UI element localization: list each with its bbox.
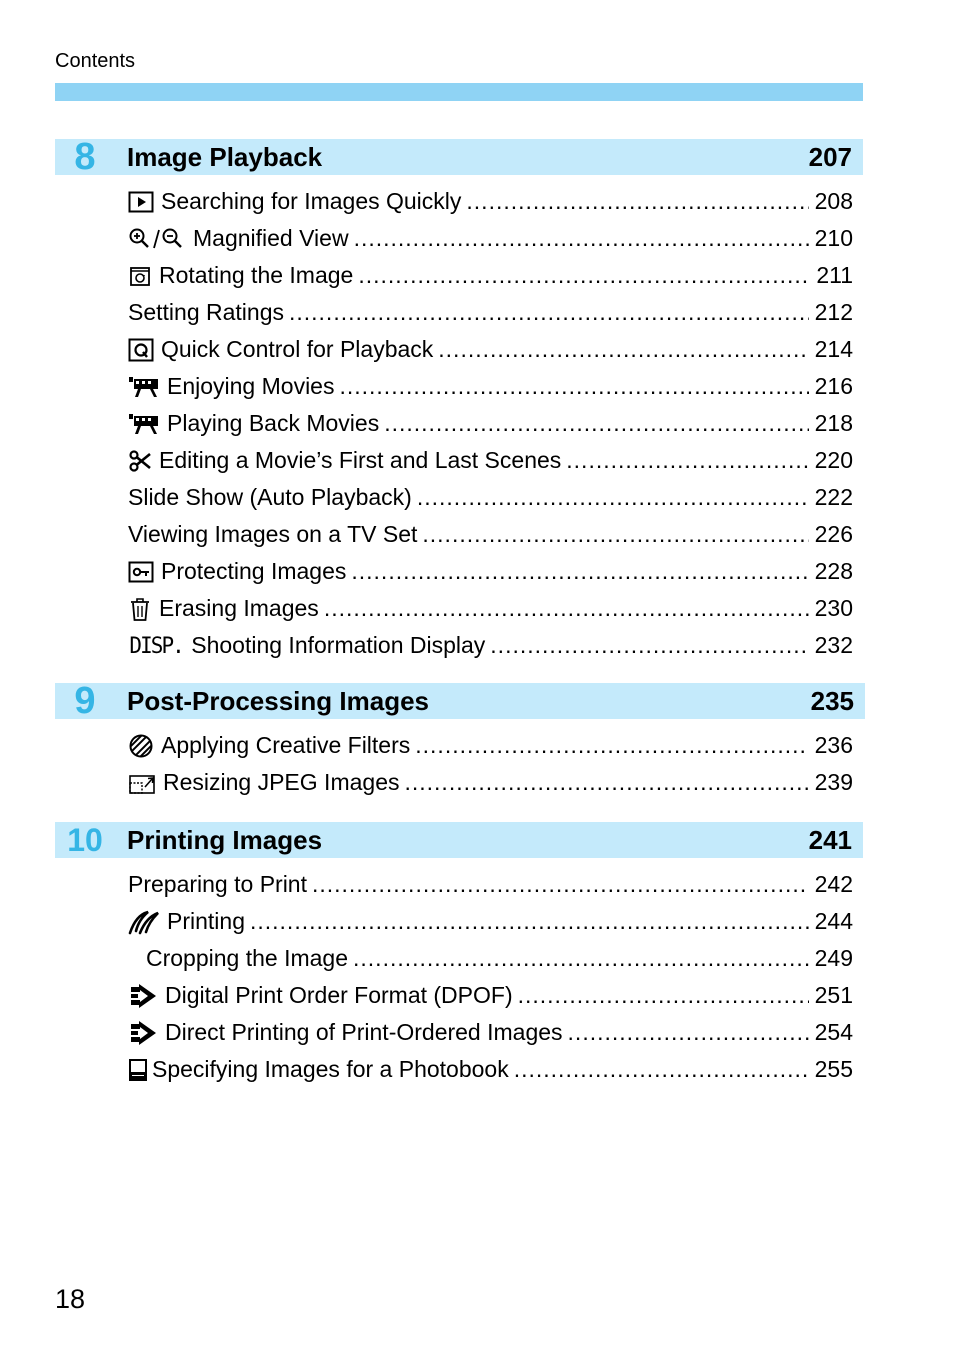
chapter-page: 235 [810, 686, 854, 716]
chapter-page: 207 [808, 142, 852, 172]
toc-list-chapter-8 [128, 178, 853, 659]
toc-entry[interactable] [128, 622, 853, 659]
toc-list-chapter-10 [128, 861, 853, 1083]
chapter-page: 241 [808, 825, 852, 855]
entry-page: 249 [814, 945, 853, 971]
entry-page: 226 [814, 521, 853, 547]
entry-title: Editing a Movie’s First and Last Scenes [159, 447, 562, 473]
toc-entry[interactable] [128, 400, 853, 437]
leader-dots [384, 410, 808, 437]
entry-title: Applying Creative Filters [161, 732, 411, 758]
leader-dots [312, 871, 809, 898]
entry-page: 255 [814, 1056, 853, 1082]
leader-dots [415, 732, 808, 759]
toc-entry[interactable] [128, 252, 853, 289]
page-number: 18 [55, 1284, 86, 1314]
chapter-title: Post-Processing Images [127, 686, 429, 716]
leader-dots [354, 225, 809, 252]
toc-entry[interactable] [128, 178, 853, 215]
leader-dots [490, 632, 808, 659]
leader-dots [289, 299, 809, 326]
entry-title: Enjoying Movies [167, 373, 335, 399]
entry-title: Cropping the Image [146, 945, 349, 971]
direct-print-icon [128, 909, 160, 935]
entry-page: 214 [814, 336, 853, 362]
entry-page: 232 [814, 632, 853, 658]
entry-title: Setting Ratings [128, 299, 284, 325]
leader-dots [422, 521, 808, 548]
trash-icon [128, 596, 152, 622]
chapter-number: 8 [74, 136, 96, 178]
entry-title: Quick Control for Playback [161, 336, 434, 362]
header-rule [55, 83, 863, 101]
entry-page: 222 [814, 484, 853, 510]
chapter-heading-10[interactable] [55, 822, 863, 858]
entry-title: Direct Printing of Print-Ordered Images [165, 1019, 563, 1045]
leader-dots [339, 373, 808, 400]
chapter-heading-9[interactable] [55, 680, 865, 722]
entry-title: Rotating the Image [159, 262, 354, 288]
print-order-icon [128, 983, 158, 1009]
toc-entry[interactable] [128, 861, 853, 898]
chapter-title: Printing Images [127, 825, 323, 855]
leader-dots [250, 908, 809, 935]
movie-icon [128, 374, 160, 400]
entry-page: 208 [814, 188, 853, 214]
entry-title: Specifying Images for a Photobook [152, 1056, 509, 1082]
entry-page: 239 [814, 769, 853, 795]
toc-entry[interactable] [128, 935, 853, 972]
leader-dots [417, 484, 809, 511]
leader-dots [568, 1019, 809, 1046]
leader-dots [358, 262, 810, 289]
entry-page: 210 [814, 225, 853, 251]
leader-dots [353, 945, 809, 972]
toc-entry[interactable] [128, 1009, 853, 1046]
entry-title: Digital Print Order Format (DPOF) [165, 982, 513, 1008]
entry-title: Magnified View [193, 225, 349, 251]
playback-icon [128, 189, 154, 215]
entry-title: Preparing to Print [128, 871, 307, 897]
entry-title: Viewing Images on a TV Set [128, 521, 418, 547]
toc-entry[interactable] [128, 363, 853, 400]
leader-dots [438, 336, 808, 363]
entry-page: 228 [814, 558, 853, 584]
chapter-number: 9 [74, 680, 96, 722]
chapter-heading-8[interactable] [55, 136, 863, 178]
protect-key-icon [128, 559, 154, 585]
creative-filter-icon [128, 733, 154, 759]
entry-page: 251 [814, 982, 853, 1008]
toc-entry[interactable] [128, 972, 853, 1009]
leader-dots [324, 595, 809, 622]
entry-title: Playing Back Movies [167, 410, 380, 436]
entry-title: Erasing Images [159, 595, 319, 621]
entry-title: Protecting Images [161, 558, 347, 584]
photobook-icon [128, 1057, 148, 1083]
entry-title: Shooting Information Display [191, 632, 486, 658]
leader-dots [404, 769, 808, 796]
toc-entry[interactable] [128, 759, 853, 796]
scissors-icon [128, 448, 152, 474]
chapter-title: Image Playback [127, 142, 323, 172]
toc-entry[interactable] [128, 1046, 853, 1083]
entry-title: Printing [167, 908, 245, 934]
leader-dots [566, 447, 808, 474]
entry-page: 212 [814, 299, 853, 325]
entry-page: 236 [814, 732, 853, 758]
toc-entry[interactable] [128, 722, 853, 759]
leader-dots [518, 982, 809, 1009]
entry-page: 218 [814, 410, 853, 436]
magnify-icon [128, 226, 186, 252]
entry-page: 254 [814, 1019, 853, 1045]
toc-entry[interactable] [128, 511, 853, 548]
toc-entry[interactable] [128, 474, 853, 511]
toc-entry[interactable] [128, 548, 853, 585]
print-order-icon [128, 1020, 158, 1046]
running-header: Contents [55, 50, 136, 72]
leader-dots [466, 188, 808, 215]
entry-page: 211 [816, 262, 853, 288]
toc-entry[interactable] [128, 437, 853, 474]
movie-icon [128, 411, 160, 437]
toc-entry[interactable] [128, 289, 853, 326]
rotate-icon [128, 263, 152, 289]
resize-icon [128, 770, 156, 796]
toc-entry[interactable] [128, 898, 853, 935]
toc-list-chapter-9 [128, 722, 853, 796]
toc-entry[interactable] [128, 585, 853, 622]
entry-page: 230 [814, 595, 853, 621]
entry-page: 244 [814, 908, 853, 934]
entry-page: 220 [814, 447, 853, 473]
entry-title: Searching for Images Quickly [161, 188, 462, 214]
leader-dots [514, 1056, 809, 1083]
entry-page: 242 [814, 871, 853, 897]
entry-title: Resizing JPEG Images [163, 769, 400, 795]
entry-page: 216 [814, 373, 853, 399]
toc-entry[interactable] [128, 326, 853, 363]
disp-icon: DISP. [129, 633, 183, 659]
leader-dots [351, 558, 808, 585]
entry-title: Slide Show (Auto Playback) [128, 484, 412, 510]
quick-control-icon [128, 337, 154, 363]
chapter-number: 10 [67, 822, 103, 858]
toc-entry[interactable] [128, 215, 853, 252]
